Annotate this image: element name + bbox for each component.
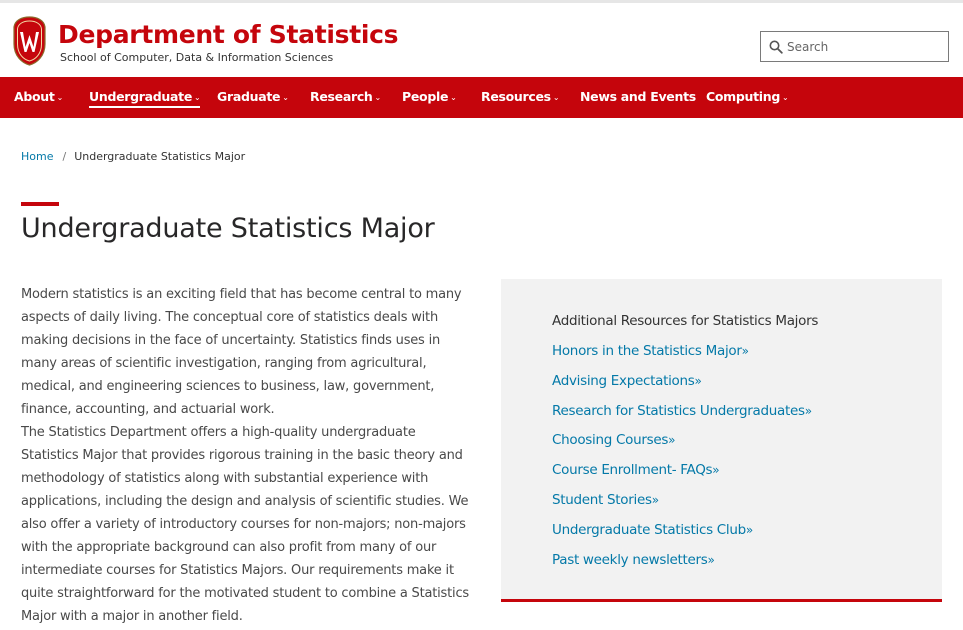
search-placeholder: Search bbox=[787, 40, 829, 54]
resource-link-label: Honors in the Statistics Major bbox=[552, 343, 742, 359]
resource-link-choosing-courses[interactable] bbox=[552, 431, 675, 449]
nav-label: News and Events bbox=[580, 89, 696, 104]
resource-link-honors[interactable] bbox=[552, 342, 749, 360]
double-chevron-right-icon: » bbox=[741, 344, 749, 358]
resource-link-label: Course Enrollment- FAQs bbox=[552, 462, 713, 478]
breadcrumb bbox=[21, 150, 245, 164]
chevron-down-icon: ⌄ bbox=[194, 93, 201, 102]
site-title[interactable]: Department of Statistics bbox=[58, 20, 399, 49]
resource-link-label: Choosing Courses bbox=[552, 432, 669, 448]
nav-label: People bbox=[402, 89, 449, 104]
title-accent-bar bbox=[21, 202, 59, 206]
nav-item-computing[interactable] bbox=[706, 77, 788, 118]
resource-link-student-stories[interactable] bbox=[552, 491, 659, 509]
nav-item-resources[interactable] bbox=[481, 77, 559, 118]
breadcrumb-current: Undergraduate Statistics Major bbox=[74, 150, 246, 163]
nav-label: Graduate bbox=[217, 89, 281, 104]
double-chevron-right-icon: » bbox=[668, 433, 676, 447]
double-chevron-right-icon: » bbox=[804, 404, 812, 418]
breadcrumb-home-link[interactable]: Home bbox=[21, 150, 54, 163]
chevron-down-icon: ⌄ bbox=[56, 93, 63, 102]
chevron-down-icon: ⌄ bbox=[450, 93, 457, 102]
active-indicator bbox=[89, 106, 200, 108]
breadcrumb-separator: / bbox=[62, 150, 67, 163]
page-title: Undergraduate Statistics Major bbox=[21, 213, 435, 244]
resources-panel bbox=[501, 279, 942, 602]
nav-label: Computing bbox=[706, 89, 781, 104]
intro-paragraph: The Statistics Department offers a high-quality undergraduate Statistics Major that provides rigorous training in the basic theory and methodology of statistics along with substantial experience with applications, including the design and analysis of scientific studies. We also offer a variety of introductory courses for non-majors; non-majors with the appropriate background can also profit from many of our intermediate courses for Statistics Majors. Our requirements make it quite straightforward for the motivated student to combine a Statistics Major with a major in another field. bbox=[21, 425, 469, 624]
double-chevron-right-icon: » bbox=[712, 463, 720, 477]
resources-heading: Additional Resources for Statistics Majors bbox=[552, 313, 819, 329]
nav-item-undergraduate[interactable] bbox=[89, 77, 200, 118]
nav-label: About bbox=[14, 89, 55, 104]
double-chevron-right-icon: » bbox=[694, 374, 702, 388]
resource-link-label: Advising Expectations bbox=[552, 373, 695, 389]
nav-item-about[interactable] bbox=[14, 77, 63, 118]
site-subtitle: School of Computer, Data & Information Sciences bbox=[60, 51, 334, 64]
double-chevron-right-icon: » bbox=[651, 493, 659, 507]
chevron-down-icon: ⌄ bbox=[782, 93, 789, 102]
double-chevron-right-icon: » bbox=[707, 553, 715, 567]
chevron-down-icon: ⌄ bbox=[552, 93, 560, 102]
resource-link-label: Past weekly newsletters bbox=[552, 552, 708, 568]
nav-label: Research bbox=[310, 89, 373, 104]
chevron-down-icon: ⌄ bbox=[282, 93, 289, 102]
resource-link-statistics-club[interactable] bbox=[552, 521, 753, 539]
nav-item-research[interactable] bbox=[310, 77, 381, 118]
nav-label: Undergraduate bbox=[89, 89, 193, 104]
intro-text bbox=[21, 283, 471, 628]
main-navigation bbox=[0, 77, 963, 118]
search-input[interactable] bbox=[760, 31, 949, 62]
resource-link-research[interactable] bbox=[552, 402, 812, 420]
nav-item-people[interactable] bbox=[402, 77, 457, 118]
resource-link-label: Student Stories bbox=[552, 492, 652, 508]
uw-crest-logo[interactable] bbox=[12, 16, 47, 66]
chevron-down-icon: ⌄ bbox=[374, 93, 381, 102]
search-icon[interactable] bbox=[769, 40, 783, 54]
nav-item-graduate[interactable] bbox=[217, 77, 289, 118]
intro-paragraph: Modern statistics is an exciting field that has become central to many aspects of daily living. The conceptual core of statistics deals with making decisions in the face of uncertainty. Statistics finds uses in many areas of scientific investigation, ranging from agricultural, medical, and engineering sciences to business, law, government, finance, accounting, and actuarial work. bbox=[21, 287, 462, 417]
nav-item-news-and-events[interactable] bbox=[580, 77, 696, 118]
resource-link-advising[interactable] bbox=[552, 372, 702, 390]
nav-label: Resources bbox=[481, 89, 551, 104]
resource-link-label: Research for Statistics Undergraduates bbox=[552, 403, 805, 419]
resource-link-label: Undergraduate Statistics Club bbox=[552, 522, 746, 538]
double-chevron-right-icon: » bbox=[745, 523, 753, 537]
resource-link-newsletters[interactable] bbox=[552, 551, 715, 569]
resource-link-enrollment-faqs[interactable] bbox=[552, 461, 719, 479]
masthead bbox=[0, 3, 963, 77]
